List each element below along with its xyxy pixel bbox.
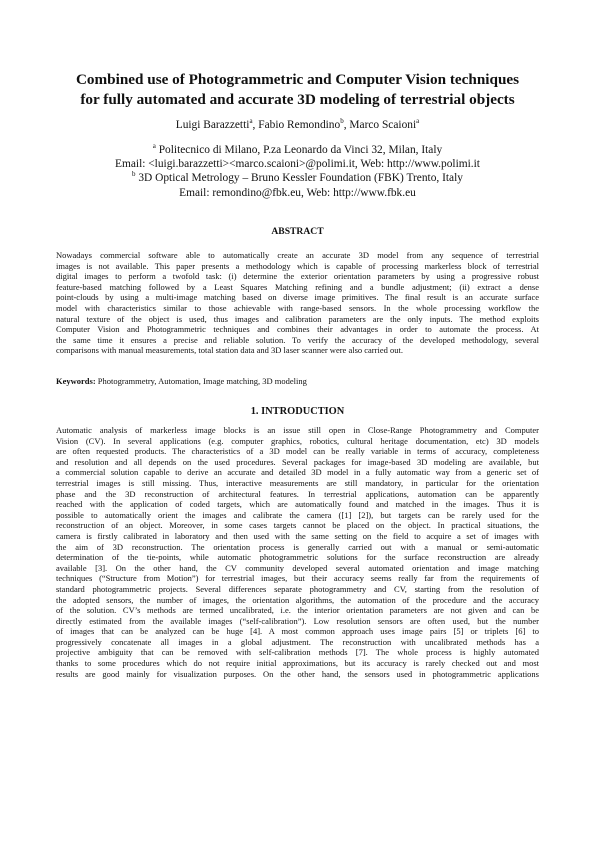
- abstract-line: Computer Vision and Photogrammetric techniques and combines their advantages in order to automate the process. At: [56, 324, 539, 335]
- abstract-line: Nowadays commercial software able to automatically create an accurate 3D model from any sequence of terrestrial: [56, 250, 539, 260]
- body-line: reconstruction of an object. Moreover, in some cases targets cannot be placed on the object. In practical situations, the: [56, 520, 539, 531]
- body-line: are often requested products. The characteristics of a 3D model can be really variable in terms of accuracy, completeness: [56, 446, 539, 457]
- affiliation-a: [40, 143, 555, 157]
- body-line: terrestrial images is still missing. Thus, interactive measurements are still mandatory, in particular for the orientation: [56, 477, 539, 488]
- paper-title: [40, 70, 555, 110]
- abstract-line: digital images to perform a twofold task: (i) determine the exterior orientation parameters by using a progressive robust: [56, 271, 539, 282]
- author-affil-mark: b: [340, 117, 344, 126]
- author-affil-mark: a: [416, 117, 420, 126]
- body-line: determination of the tie-points, while automatic photogrammetric solutions for the surface reconstruction are already: [56, 552, 539, 563]
- affiliation-name: 3D Optical Metrology – Bruno Kessler Foundation (FBK) Trento, Italy: [135, 172, 463, 185]
- body-line: directly estimated from the available images (“self-calibration”). Low resolution sensors are often used, but the number: [56, 615, 539, 626]
- body-line: and resolution and all depends on the used procedures. Several packages for image-based 3D modeling are available, but: [56, 456, 539, 467]
- author-name: , Marco Scaioni: [343, 119, 417, 131]
- body-line: techniques (“Structure from Motion”) for terrestrial images, but their accuracy seems really far from the requirements of: [56, 573, 539, 584]
- affiliation-name: Politecnico di Milano, P.za Leonardo da Vinci 32, Milan, Italy: [155, 144, 443, 156]
- abstract-line: images is not available. This paper presents a methodology which is capable of processing markerless block of terrestrial: [56, 260, 539, 271]
- affiliations: [40, 143, 555, 200]
- abstract-line: natural texture of the object is used, thus images and calibration parameters are the only inputs. The method exploits: [56, 313, 539, 324]
- affiliation-b-contact: Email: remondino@fbk.eu, Web: http://www.fbk.eu: [179, 186, 416, 199]
- abstract-line: model with characteristics similar to those achievable with range-based sensors. In the whole processing workflow the: [56, 302, 539, 313]
- title-line-2: for fully automated and accurate 3D modeling of terrestrial objects: [80, 91, 515, 108]
- body-line: projective ambiguity that can be removed with self-calibration methods [7]. The whole process is highly automated: [56, 647, 539, 658]
- abstract-line: comparisons with manual measurements, total station data and 3D laser scanner were also carried out.: [56, 345, 403, 356]
- body-line: possible to automatically orient the images and calibrate the camera ([1] [2]), but targets can be rarely used for the: [56, 509, 539, 520]
- abstract-line: point-clouds by using a multi-image matching based on diverse image primitives. The final result is an accurate surface: [56, 292, 539, 303]
- author-list: [40, 118, 555, 132]
- body-line: thanks to some procedures which do not require initial approximations, but its accuracy is rarely checked out and most: [56, 658, 539, 669]
- body-line: phase and the 3D reconstruction of architectural features. In terrestrial applications, automation can be apparently: [56, 488, 539, 499]
- body-line: a commercial solution capable to derive an accurate and detailed 3D model in a fully automatic way from a generic set of: [56, 467, 539, 478]
- body-line: the aim of 3D reconstruction. The orientation process is generally carried out with a manual or semi-automatic: [56, 541, 539, 552]
- body-line: progressively concatenate all images in a global adjustment. The reconstruction with uncalibrated methods has a: [56, 636, 539, 647]
- abstract-line: feature-based matching followed by a Least Squares Matching refining and a bundle adjustment; (ii) extract a dense: [56, 281, 539, 292]
- body-line: reached with the application of coded targets, which are automatically found and matched in the images. Thus it is: [56, 499, 539, 510]
- body-line: Vision (CV). In several applications (e.g. computer graphics, robotics, cultural heritage documentation, etc) 3D models: [56, 435, 539, 446]
- body-line: available [3]. On the other hand, the CV community developed several automated orientation and image matching: [56, 562, 539, 573]
- author-name: Luigi Barazzetti: [175, 119, 250, 131]
- body-line: results are good mainly for visualization purposes. On the other hand, the sensors used in photogrammetric applications: [56, 668, 539, 679]
- keywords-label: Keywords:: [56, 376, 96, 386]
- abstract-line: the same time it ensures a precise and reliable solution. To verify the accuracy of the developed methodology, several: [56, 334, 539, 345]
- body-line: Automatic analysis of markerless image blocks is an issue still open in Close-Range Photogrammetry and Computer: [56, 425, 539, 435]
- body-line: the adopted sensors, the number of images, the orientation algorithms, the automation of the procedure and the accuracy: [56, 594, 539, 605]
- keywords: [56, 376, 539, 387]
- abstract-body: [56, 250, 539, 356]
- body-line: camera is firstly calibrated in laboratory and then used with the same setting on the field to acquire a set of images with: [56, 530, 539, 541]
- affiliation-b: [40, 171, 555, 185]
- keywords-text: Photogrammetry, Automation, Image matching, 3D modeling: [95, 376, 307, 386]
- title-line-1: Combined use of Photogrammetric and Computer Vision techniques: [75, 71, 520, 88]
- section-body: [56, 425, 539, 679]
- body-line: standard photogrammetric projects. Several differences separate photogrammetry and CV, starting from the resolution of: [56, 583, 539, 594]
- abstract-heading: ABSTRACT: [271, 226, 324, 237]
- author-name: , Fabio Remondino: [252, 119, 341, 131]
- affil-mark: b: [132, 170, 136, 179]
- section-heading: 1. INTRODUCTION: [250, 406, 345, 417]
- author-affil-mark: a: [249, 117, 253, 126]
- body-line: of the solution. CV’s methods are termed uncalibrated, i.e. the interior orientation parameters are not given and can be: [56, 605, 539, 616]
- affiliation-a-contact: Email: <luigi.barazzetti><marco.scaioni>@polimi.it, Web: http://www.polimi.it: [115, 158, 480, 171]
- body-line: of images that can be analyzed can be huge [4]. A most common approach uses image pairs [5] or triplets [6] to: [56, 626, 539, 637]
- affil-mark: a: [152, 142, 156, 151]
